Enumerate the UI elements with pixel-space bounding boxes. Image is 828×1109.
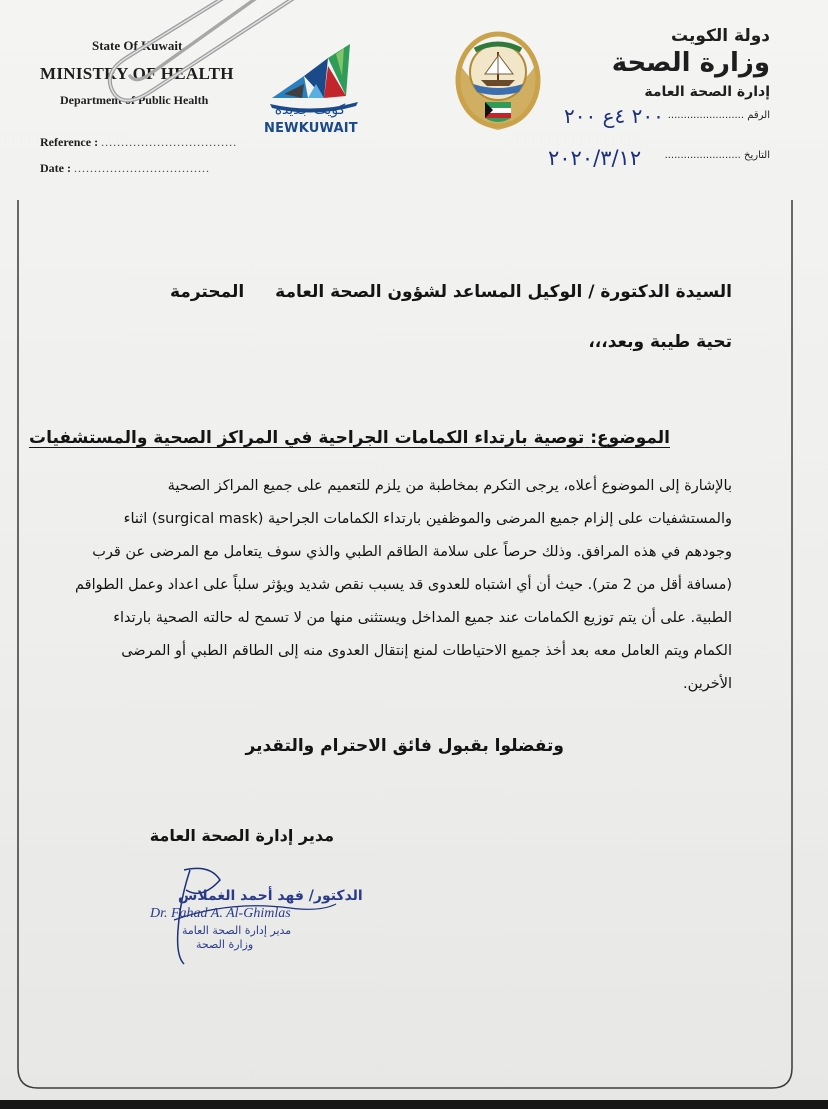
department-name-ar: إدارة الصحة العامة	[644, 84, 770, 100]
handwritten-reference: ٢٠٠ ٤ع ٢٠٠	[564, 104, 664, 128]
stamp-title-line: مدير إدارة الصحة العامة	[182, 924, 292, 937]
bottom-edge	[0, 1100, 828, 1109]
reference-label-en: Reference :	[40, 135, 99, 149]
greeting: تحية طيبة وبعد،،،	[588, 332, 732, 352]
paragraph-line: الكمام ويتم العامل معه بعد أخذ جميع الاحتياطات لمنع إنتقال العدوى منه إلى الطاقم الطبي أو المرضى	[121, 643, 732, 659]
reference-dots: ..................................	[101, 135, 238, 149]
paragraph-line: والمستشفيات على إلزام جميع المرضى والموظفين بارتداء الكمامات الجراحية (surgical mask) اثناء	[123, 511, 732, 527]
paragraph-line: بالإشارة إلى الموضوع أعلاه، يرجى التكرم بمخاطبة من يلزم للتعميم على جميع المراكز الصحية	[167, 478, 732, 494]
paragraph-line: (مسافة أقل من 2 متر). حيث أن أي اشتباه للعدوى قد يسبب نقص شديد ويؤثر سلباً على اعداد وعمل الطواقم	[75, 577, 732, 593]
stamp-english-name: Dr. Fahad A. Al-Ghimlas	[150, 906, 291, 921]
kuwait-emblem-icon	[451, 26, 545, 138]
new-kuwait-english: NEWKUWAIT	[264, 121, 358, 136]
respected-title: المحترمة	[170, 282, 245, 302]
new-kuwait-arabic: كويت جديدة	[274, 102, 346, 118]
paragraph-line: وجودهم في هذه المرافق. وذلك حرصاً على سلامة الطاقم الطبي والذي سوف يتعامل مع المرضى عن قرب	[92, 544, 732, 560]
paragraph-line: الأخرين.	[683, 676, 732, 692]
subject-label: الموضوع:	[590, 428, 670, 448]
date-label-ar: التاريخ ........................	[664, 150, 770, 161]
state-name-ar: دولة الكويت	[670, 26, 770, 46]
date-label-en: Date :	[40, 161, 71, 175]
paragraph-line: الطبية. على أن يتم توزيع الكمامات عند جميع المداخل ويستثنى منها من لا تسمح له حالته الصحية بارتداء	[113, 610, 732, 626]
subject-text: توصية بارتداء الكمامات الجراحية في المراكز الصحية والمستشفيات	[29, 428, 585, 448]
reference-label-ar: الرقم ........................	[667, 110, 770, 121]
ministry-name-en: MINISTRY OF HEALTH	[40, 64, 234, 83]
closing-line: وتفضلوا بقبول فائق الاحترام والتقدير	[245, 736, 564, 756]
department-name-en: Department of Public Health	[60, 93, 209, 107]
handwritten-date: ٢٠٢٠/٣/١٢	[548, 146, 642, 170]
state-name-en: State Of Kuwait	[92, 38, 183, 53]
reference-field-en	[40, 135, 237, 150]
date-dots: ..................................	[73, 161, 210, 175]
ministry-name-ar: وزارة الصحة	[611, 48, 770, 78]
stamp-arabic-name: الدكتور/ فهد أحمد الغملاس	[178, 888, 363, 904]
signer-title: مدير إدارة الصحة العامة	[149, 826, 334, 845]
subject-line	[29, 428, 670, 448]
addressee: السيدة الدكتورة / الوكيل المساعد لشؤون الصحة العامة	[275, 282, 732, 302]
stamp-ministry-line: وزارة الصحة	[196, 938, 254, 951]
date-field-en	[40, 161, 210, 176]
